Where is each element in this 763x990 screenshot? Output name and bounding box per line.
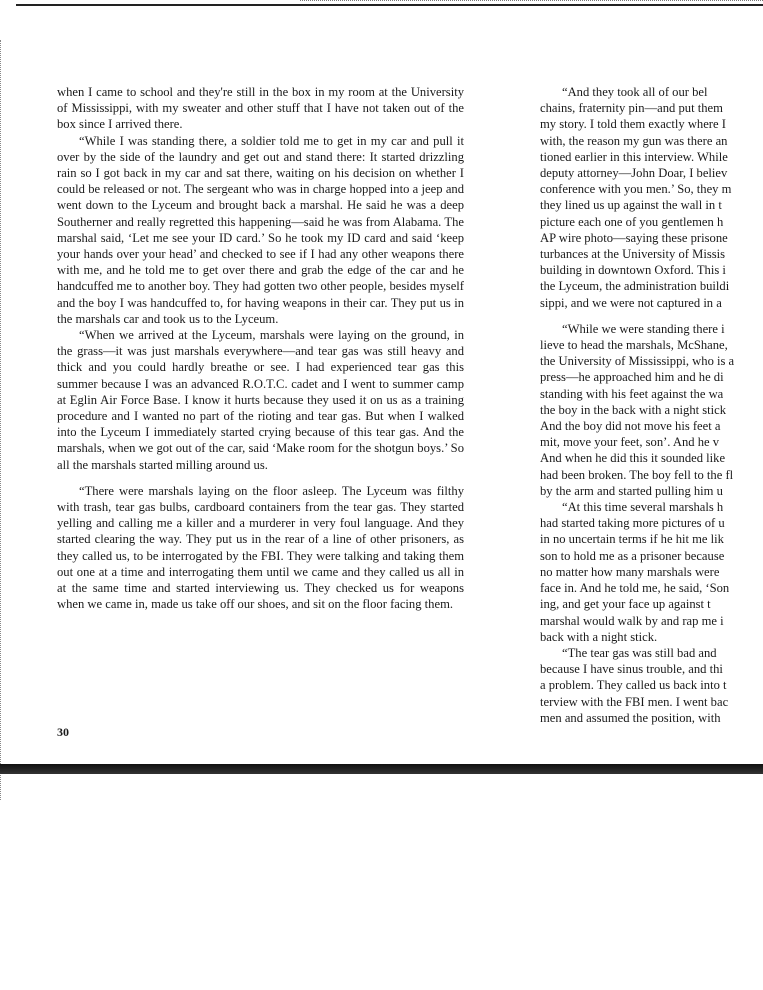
bottom-rule — [0, 764, 763, 774]
line: marshal would walk by and rap me i — [540, 613, 724, 628]
paragraph: “There were marshals laying on the floor asleep. The Lyceum was filthy with trash, tear gas bulbs, cardboard containers from the tear gas. They started yelling and calling me a killer and a murderer in very foul language. And they started clearing the way. They put us in the rear of a line of other prisoners, as they called us, to be interrogated by the FBI. They were talking and taking them out one at a time and interrogating them until we came and they called us all in at the same time and started interviewing us. They checked us for weapons when we came in, made us take off our shoes, and sit on the floor facing them. — [57, 483, 464, 612]
line: men and assumed the position, with — [540, 710, 721, 725]
top-rule — [16, 4, 763, 6]
line: “At this time several marshals h — [562, 500, 724, 515]
line: And the boy did not move his feet a — [540, 419, 721, 434]
line: ing, and get your face up against t — [540, 597, 711, 612]
line: the University of Mississippi, who is a — [540, 354, 735, 369]
top-dotted-rule — [300, 0, 763, 1]
page-edge — [0, 40, 5, 800]
line: sippi, and we were not captured in a — [540, 295, 722, 310]
line: conference with you men.’ So, they m — [540, 182, 732, 197]
line: chains, fraternity pin—and put them — [540, 101, 723, 116]
page-number: 30 — [57, 725, 69, 739]
line: with, the reason my gun was there an — [540, 133, 728, 148]
line: they lined us up against the wall in t — [540, 198, 722, 213]
line: the boy in the back with a night stick — [540, 402, 727, 417]
line: press—he approached him and he di — [540, 370, 724, 385]
line: “While we were standing there i — [562, 321, 725, 336]
paragraph: “While I was standing there, a soldier told me to get in my car and pull it over by the side of the laundry and get out and stand there: It started drizzling rain so I got back in my car and sat there, waiting on his decision on whether I could be released or not. The sergeant who was in charge hopped into a jeep and went down to the Lyceum and brought back a marshal. He said he was a deep Southerner and really regretted this happening—said he was from Alabama. The marshal said, ‘Let me see your ID card.’ So he took my ID card and said ‘keep your hands over your head’ and checked to see if I had any other weapons there with me, and he told me to get over there and grab the edge of the car and he handcuffed me to another boy. They had gotten two other people, besides myself and the boy I was handcuffed to, for having weapons in their car. They put us in the marshals car and took us to the Lyceum. — [57, 133, 464, 326]
line: “And they took all of our bel — [562, 85, 708, 99]
line: picture each one of you gentlemen h — [540, 214, 724, 229]
line: son to hold me as a prisoner because — [540, 548, 725, 563]
line: tioned earlier in this interview. While — [540, 149, 728, 164]
line: had started taking more pictures of u — [540, 516, 725, 531]
line: in no uncertain terms if he hit me lik — [540, 532, 724, 547]
line: building in downtown Oxford. This i — [540, 263, 726, 278]
right-column — [540, 84, 763, 726]
line: no matter how many marshals were — [540, 564, 720, 579]
left-column — [57, 84, 464, 613]
line: because I have sinus trouble, and thi — [540, 662, 723, 677]
line: had been broken. The boy fell to the fl — [540, 467, 734, 482]
line: a problem. They called us back into t — [540, 678, 727, 693]
line: lieve to head the marshals, McShane, — [540, 338, 728, 353]
line: standing with his feet against the wa — [540, 386, 724, 401]
line: the Lyceum, the administration buildi — [540, 279, 730, 294]
line: face in. And he told me, he said, ‘Son — [540, 581, 730, 596]
line: turbances at the University of Missis — [540, 247, 726, 262]
line: AP wire photo—saying these prisone — [540, 230, 728, 245]
line: mit, move your feet, son’. And he v — [540, 435, 720, 450]
paragraph: when I came to school and they're still in the box in my room at the University of Mississippi, with my sweater and other stuff that I have not taken out of the box since I arrived there. — [57, 85, 464, 132]
line: And when he did this it sounded like — [540, 451, 726, 466]
line: my story. I told them exactly where I — [540, 117, 726, 132]
line: back with a night stick. — [540, 629, 658, 644]
paragraph: “When we arrived at the Lyceum, marshals were laying on the ground, in the grass—it was just marshals everywhere—and tear gas was still heavy and thick and you could hardly breathe or see. I had experienced tear gas this summer because I was an advanced R.O.T.C. cadet and I went to summer camp at Eglin Air Force Base. I know it hurts because they used it on us as a training procedure and I wanted no part of the rioting and tear gas. But when I walked into the Lyceum I immediately started crying because of this tear gas. And the marshals, when we got out of the car, said ‘Make room for the shotgun boys.’ So all the marshals started milling around us. — [57, 328, 464, 472]
line: terview with the FBI men. I went bac — [540, 694, 729, 709]
line: by the arm and started pulling him u — [540, 483, 723, 498]
line: deputy attorney—John Doar, I believ — [540, 166, 728, 181]
line: “The tear gas was still bad and — [562, 645, 717, 660]
